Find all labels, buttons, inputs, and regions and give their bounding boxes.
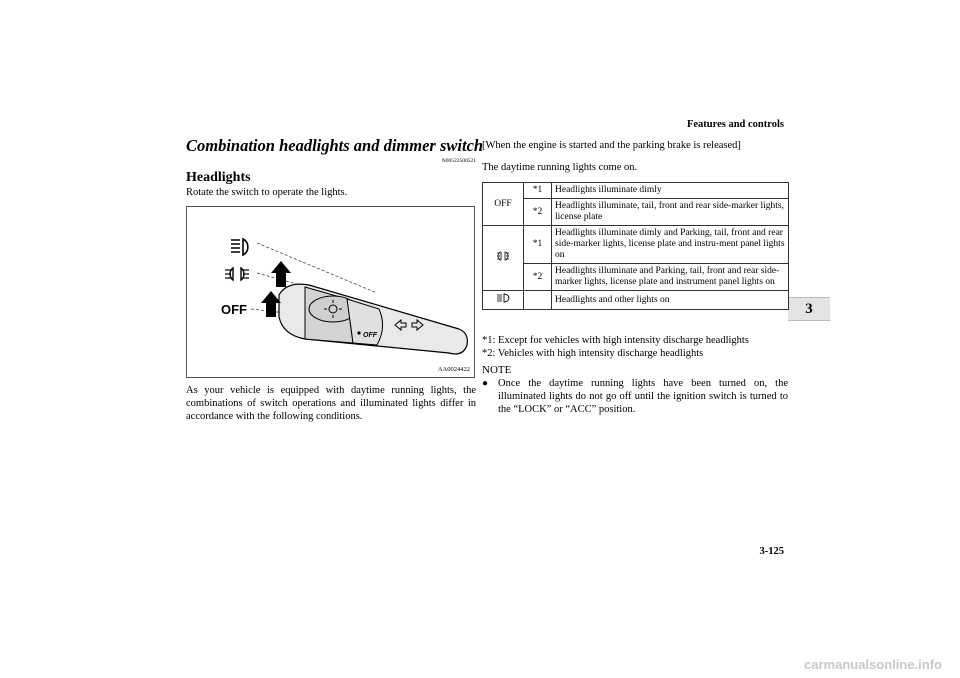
combination-switch-illustration bbox=[187, 207, 474, 377]
ref-cell: *2 bbox=[524, 199, 552, 226]
description-text: As your vehicle is equipped with daytime running lights, the combinations of switch operations and illuminated lights differ in accordance with the following conditions. bbox=[186, 385, 476, 422]
parking-lights-icon bbox=[496, 251, 510, 261]
table-row bbox=[483, 199, 789, 226]
ref-cell: *2 bbox=[524, 264, 552, 291]
note-bullet: ● bbox=[482, 378, 489, 389]
section-title: Features and controls bbox=[686, 119, 784, 130]
headlight-icon bbox=[496, 293, 510, 303]
chapter-number: 3 bbox=[805, 300, 813, 317]
section-heading: Headlights bbox=[186, 170, 251, 185]
switch-off-label: OFF bbox=[363, 332, 377, 339]
figure-code: AA0024422 bbox=[437, 366, 470, 373]
desc-cell: Headlights illuminate dimly bbox=[552, 183, 789, 199]
drl-text: The daytime running lights come on. bbox=[482, 162, 638, 173]
condition-text: [When the engine is started and the parking brake is released] bbox=[482, 140, 741, 151]
watermark: carmanualsonline.info bbox=[804, 657, 942, 672]
mode-headlight bbox=[483, 291, 524, 310]
ref-cell bbox=[524, 291, 552, 310]
table-row bbox=[483, 264, 789, 291]
note-title: NOTE bbox=[482, 364, 512, 376]
off-label: OFF bbox=[221, 302, 247, 317]
page-number: 3-125 bbox=[759, 546, 784, 557]
desc-cell: Headlights illuminate dimly and Parking, tail, front and rear side-marker lights, license plate and instru-ment panel lights on bbox=[552, 226, 789, 264]
ref-cell: *1 bbox=[524, 183, 552, 199]
footnote-1: *1: Except for vehicles with high intensity discharge headlights bbox=[482, 335, 749, 346]
note-text: Once the daytime running lights have been turned on, the illuminated lights do not go off until the ignition switch is turned to the “LOCK” or “ACC” position. bbox=[498, 378, 788, 415]
switch-figure bbox=[186, 206, 475, 378]
mode-parking bbox=[483, 226, 524, 291]
mode-off: OFF bbox=[483, 183, 524, 226]
table-row bbox=[483, 226, 789, 264]
desc-cell: Headlights illuminate and Parking, tail, front and rear side-marker lights, license plate and instrument panel lights on bbox=[552, 264, 789, 291]
table-row bbox=[483, 183, 789, 199]
footnote-2: *2: Vehicles with high intensity discharge headlights bbox=[482, 348, 704, 359]
intro-text: Rotate the switch to operate the lights. bbox=[186, 187, 348, 198]
page-title: Combination headlights and dimmer switch bbox=[186, 136, 484, 155]
ref-cell: *1 bbox=[524, 226, 552, 264]
parking-lights-icon bbox=[225, 268, 249, 280]
table-row bbox=[483, 291, 789, 310]
lights-table bbox=[482, 182, 789, 310]
headlight-icon bbox=[231, 239, 248, 255]
desc-cell: Headlights illuminate, tail, front and rear side-marker lights, license plate bbox=[552, 199, 789, 226]
chapter-tab bbox=[788, 297, 830, 321]
title-code: N00522500521 bbox=[441, 158, 476, 164]
desc-cell: Headlights and other lights on bbox=[552, 291, 789, 310]
